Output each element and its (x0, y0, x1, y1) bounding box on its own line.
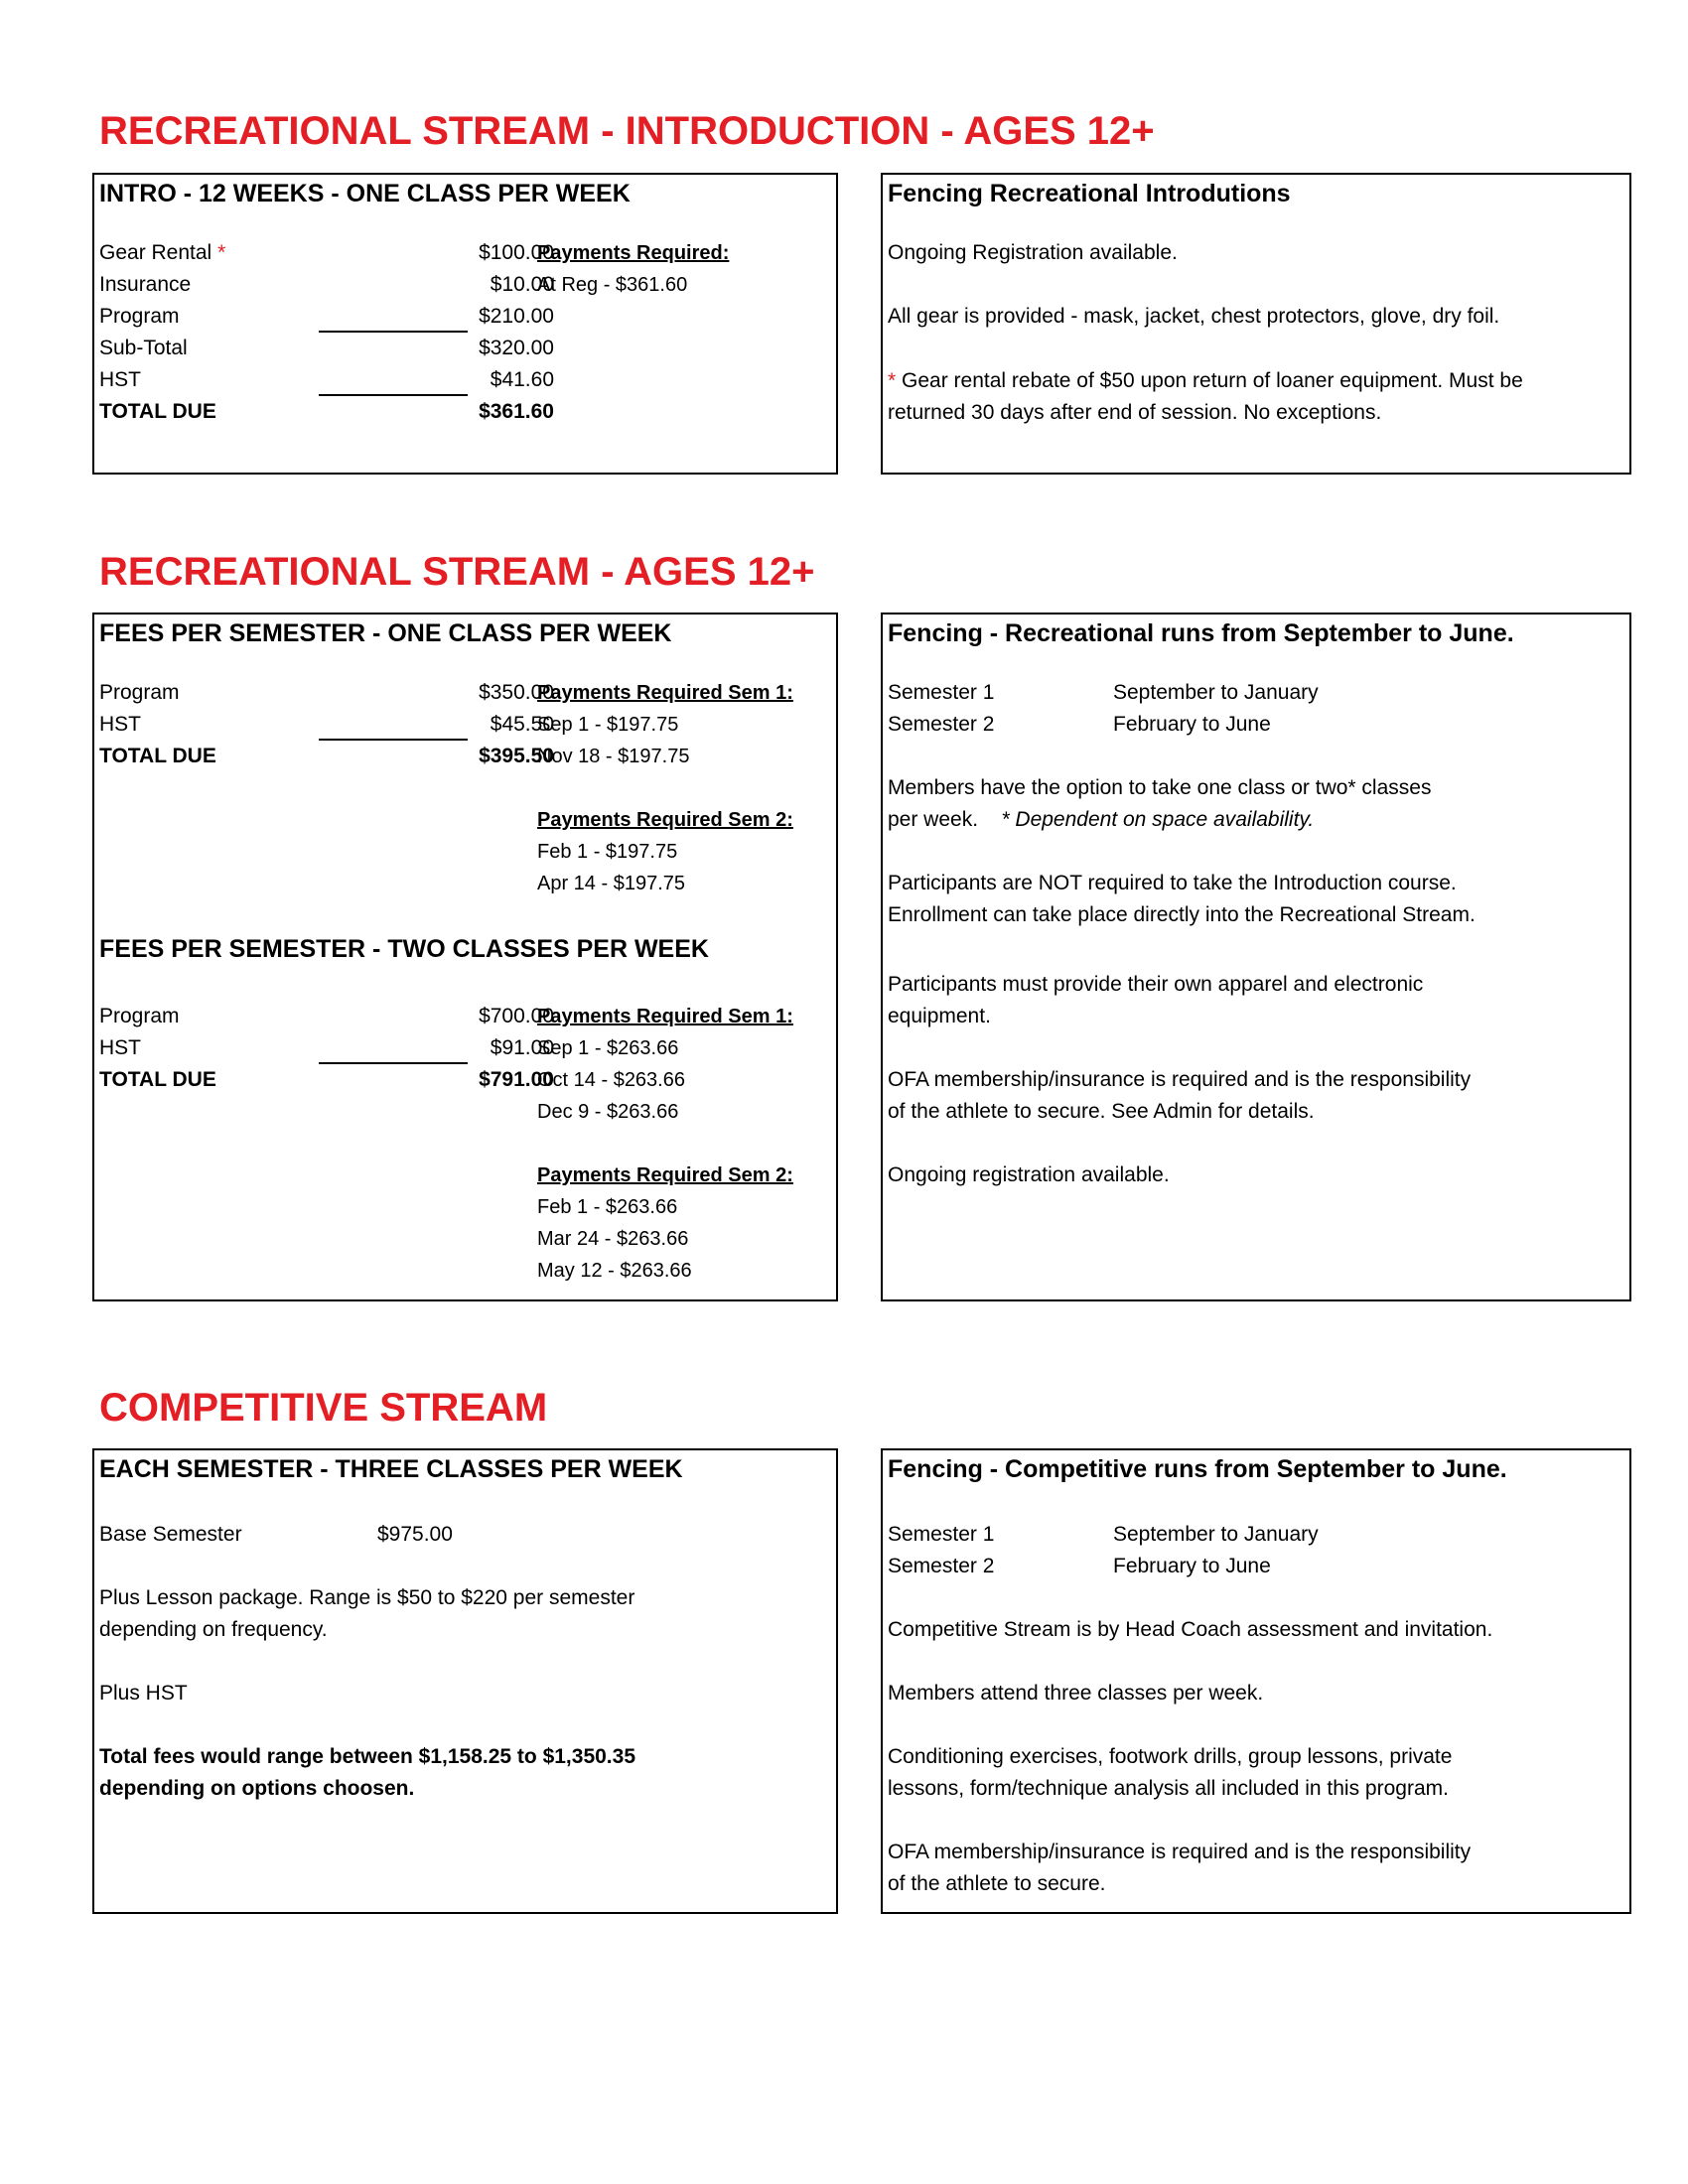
payment-item: Feb 1 - $197.75 (537, 841, 678, 863)
info-line: All gear is provided - mask, jacket, chest protectors, glove, dry foil. (888, 305, 1500, 328)
sum-underline (319, 331, 468, 333)
fee-amount-program: $210.00 (479, 305, 554, 328)
fee-label-program: Program (99, 1005, 180, 1027)
competitive-heading: COMPETITIVE STREAM (99, 1386, 548, 1430)
semester-months: September to January (1113, 1523, 1319, 1546)
info-line: Ongoing registration available. (888, 1163, 1170, 1186)
fee-label-hst: HST (99, 368, 141, 391)
info-line: Members have the option to take one class or two* classes (888, 776, 1432, 799)
semester-months: September to January (1113, 681, 1319, 704)
payment-item: Sep 1 - $263.66 (537, 1037, 679, 1059)
semester-months: February to June (1113, 1555, 1271, 1577)
recreational-info-title: Fencing - Recreational runs from September to June. (888, 619, 1514, 647)
fee-amount-total: $361.60 (479, 400, 554, 423)
payment-item: Apr 14 - $197.75 (537, 873, 685, 894)
fee-amount-total: $791.00 (479, 1068, 554, 1091)
fee-label-subtotal: Sub-Total (99, 337, 188, 359)
intro-fees-title: INTRO - 12 WEEKS - ONE CLASS PER WEEK (99, 180, 631, 207)
info-line: Participants are NOT required to take the Introduction course. (888, 872, 1457, 894)
semester-name: Semester 2 (888, 1555, 995, 1577)
payment-item: Oct 14 - $263.66 (537, 1069, 685, 1091)
semester-name: Semester 1 (888, 1523, 995, 1546)
payments-title-sem2: Payments Required Sem 2: (537, 1164, 793, 1186)
payment-item: Feb 1 - $263.66 (537, 1196, 678, 1218)
info-line: OFA membership/insurance is required and is the responsibility (888, 1068, 1472, 1091)
info-line: lessons, form/technique analysis all included in this program. (888, 1777, 1449, 1800)
info-line: Plus Lesson package. Range is $50 to $220 per semester (99, 1586, 635, 1609)
competitive-info-box (881, 1448, 1631, 1914)
sum-underline (319, 739, 468, 741)
intro-heading: RECREATIONAL STREAM - INTRODUCTION - AGES 12+ (99, 109, 1155, 153)
competitive-fees-box (92, 1448, 838, 1914)
info-line: equipment. (888, 1005, 991, 1027)
fee-label-total: TOTAL DUE (99, 400, 216, 423)
two-class-title: FEES PER SEMESTER - TWO CLASSES PER WEEK (99, 935, 709, 963)
payment-item: At Reg - $361.60 (537, 274, 688, 296)
semester-months: February to June (1113, 713, 1271, 736)
recreational-fees-box (92, 613, 838, 1301)
fee-amount-total: $395.50 (479, 745, 554, 767)
info-line: Ongoing Registration available. (888, 241, 1178, 264)
fee-amount-program: $350.00 (479, 681, 554, 704)
payment-item: Mar 24 - $263.66 (537, 1228, 689, 1250)
info-line: per week. * Dependent on space availability. (888, 808, 1315, 831)
fee-amount-hst: $91.00 (490, 1036, 554, 1059)
intro-info-box (881, 173, 1631, 475)
one-class-title: FEES PER SEMESTER - ONE CLASS PER WEEK (99, 619, 672, 647)
fee-amount-subtotal: $320.00 (479, 337, 554, 359)
info-line: of the athlete to secure. See Admin for details. (888, 1100, 1315, 1123)
fee-label-insurance: Insurance (99, 273, 192, 296)
competitive-info-title: Fencing - Competitive runs from September to June. (888, 1455, 1507, 1483)
intro-info-title: Fencing Recreational Introdutions (888, 180, 1291, 207)
payment-item: May 12 - $263.66 (537, 1260, 692, 1282)
availability-note: * Dependent on space availability. (1001, 808, 1315, 831)
fee-amount-hst: $41.60 (490, 368, 554, 391)
info-line: Conditioning exercises, footwork drills, group lessons, private (888, 1745, 1453, 1768)
info-line: Enrollment can take place directly into the Recreational Stream. (888, 903, 1476, 926)
info-line: Participants must provide their own apparel and electronic (888, 973, 1424, 996)
recreational-info-box (881, 613, 1631, 1301)
asterisk-mark: * (888, 369, 897, 392)
intro-fees-box (92, 173, 838, 475)
competitive-fees-title: EACH SEMESTER - THREE CLASSES PER WEEK (99, 1455, 683, 1483)
info-line: OFA membership/insurance is required and is the responsibility (888, 1841, 1472, 1863)
semester-name: Semester 2 (888, 713, 995, 736)
info-line: Plus HST (99, 1682, 188, 1705)
base-semester-label: Base Semester (99, 1523, 242, 1546)
sum-underline (319, 394, 468, 396)
fee-label-program: Program (99, 681, 180, 704)
payment-item: Sep 1 - $197.75 (537, 714, 679, 736)
total-range-line: depending on options choosen. (99, 1777, 415, 1800)
fee-label-program: Program (99, 305, 180, 328)
sum-underline (319, 1062, 468, 1064)
info-line: of the athlete to secure. (888, 1872, 1106, 1895)
asterisk-mark: * (217, 241, 226, 264)
semester-name: Semester 1 (888, 681, 995, 704)
gear-rebate-note: * Gear rental rebate of $50 upon return of loaner equipment. Must be returned 30 days after end of session. No exceptions. (888, 369, 1523, 424)
fee-amount-insurance: $10.00 (490, 273, 554, 296)
fee-label-total: TOTAL DUE (99, 1068, 216, 1091)
base-semester-amount: $975.00 (377, 1523, 453, 1546)
info-line: Competitive Stream is by Head Coach assessment and invitation. (888, 1618, 1493, 1641)
fee-label-hst: HST (99, 713, 141, 736)
total-range-line: Total fees would range between $1,158.25 to $1,350.35 (99, 1745, 636, 1768)
fee-label-hst: HST (99, 1036, 141, 1059)
info-line: depending on frequency. (99, 1618, 328, 1641)
recreational-heading: RECREATIONAL STREAM - AGES 12+ (99, 550, 815, 594)
info-line: Members attend three classes per week. (888, 1682, 1264, 1705)
fee-label-gear-rental: Gear Rental * (99, 241, 226, 264)
payments-title: Payments Required: (537, 242, 730, 264)
payments-title-sem1: Payments Required Sem 1: (537, 682, 793, 704)
fee-amount-hst: $45.50 (490, 713, 554, 736)
payments-title-sem2: Payments Required Sem 2: (537, 809, 793, 831)
fee-amount-gear-rental: $100.00 (479, 241, 554, 264)
payment-item: Dec 9 - $263.66 (537, 1101, 679, 1123)
payments-title-sem1: Payments Required Sem 1: (537, 1006, 793, 1027)
payment-item: Nov 18 - $197.75 (537, 746, 690, 767)
fee-label-total: TOTAL DUE (99, 745, 216, 767)
fee-amount-program: $700.00 (479, 1005, 554, 1027)
